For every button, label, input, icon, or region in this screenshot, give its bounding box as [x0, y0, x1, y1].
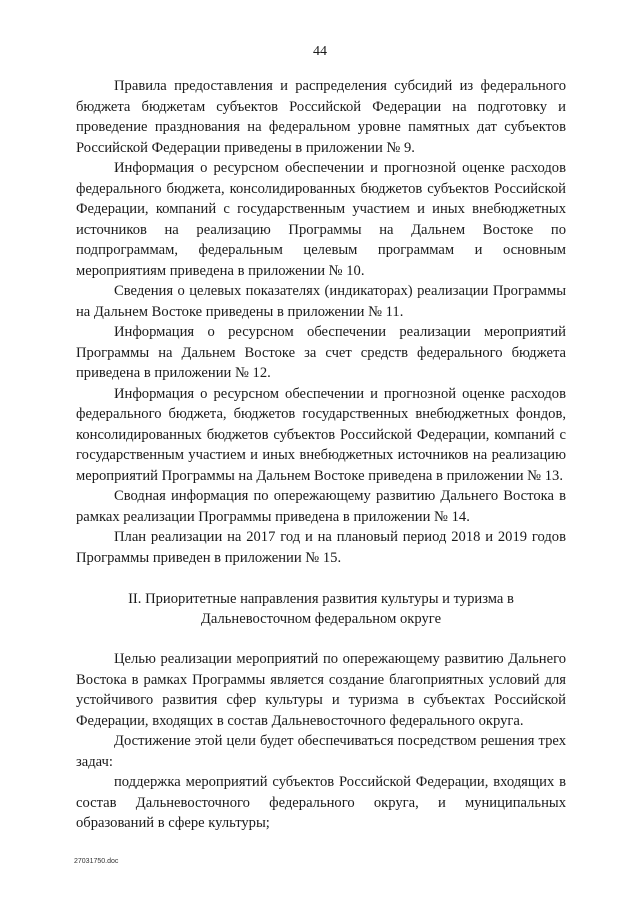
section-heading-line-2: Дальневосточном федеральном округе: [200, 611, 442, 627]
paragraph-appendix-11: Сведения о целевых показателях (индикаторах) реализации Программы на Дальнем Востоке приведены в приложении № 11.: [76, 283, 566, 320]
paragraph-appendix-10: Информация о ресурсном обеспечении и прогнозной оценке расходов федерального бюджета, консолидированных бюджетов субъектов Российской Федерации, компаний с государственным участием и иных внебюджетных источников на реализацию Программы на Дальнем Востоке по подпрограммам, федеральным целевым программам и основным мероприятиям приведена в приложении № 10.: [76, 160, 566, 279]
paragraph-appendix-14: Сводная информация по опережающему развитию Дальнего Востока в рамках реализации Программы приведена в приложении № 14.: [76, 488, 566, 525]
document-body: [76, 76, 566, 834]
paragraph-appendix-12: Информация о ресурсном обеспечении реализации мероприятий Программы на Дальнем Востоке за счет средств федерального бюджета приведена в приложении № 12.: [76, 324, 566, 381]
paragraph-task-1: поддержка мероприятий субъектов Российской Федерации, входящих в состав Дальневосточного федерального округа, и муниципальных образований в сфере культуры;: [76, 774, 566, 831]
section-heading-line-1: II. Приоритетные направления развития культуры и туризма в: [128, 591, 514, 607]
paragraph-appendix-9: Правила предоставления и распределения субсидий из федерального бюджета бюджетам субъектов Российской Федерации на подготовку и проведение празднования на федеральном уровне памятных дат субъектов Российской Федерации приведены в приложении № 9.: [76, 78, 566, 156]
paragraph-goal: Целью реализации мероприятий по опережающему развитию Дальнего Востока в рамках Программы является создание благоприятных условий для устойчивого развития сфер культуры и туризма в субъектах Российской Федерации, входящих в состав Дальневосточного федерального округа.: [76, 651, 566, 729]
paragraph-appendix-13: Информация о ресурсном обеспечении и прогнозной оценке расходов федерального бюджета, бюджетов государственных внебюджетных фондов, консолидированных бюджетов субъектов Российской Федерации, компаний с государственным участием и иных внебюджетных источников на реализацию мероприятий Программы на Дальнем Востоке приведена в приложении № 13.: [76, 385, 566, 484]
page-number: 44: [313, 44, 327, 59]
paragraph-appendix-15: План реализации на 2017 год и на плановый период 2018 и 2019 годов Программы приведен в приложении № 15.: [76, 529, 566, 566]
footer-doc-id: 27031750.doc: [74, 858, 119, 865]
paragraph-tasks-intro: Достижение этой цели будет обеспечиваться посредством решения трех задач:: [76, 733, 566, 770]
section-heading: [76, 589, 566, 629]
